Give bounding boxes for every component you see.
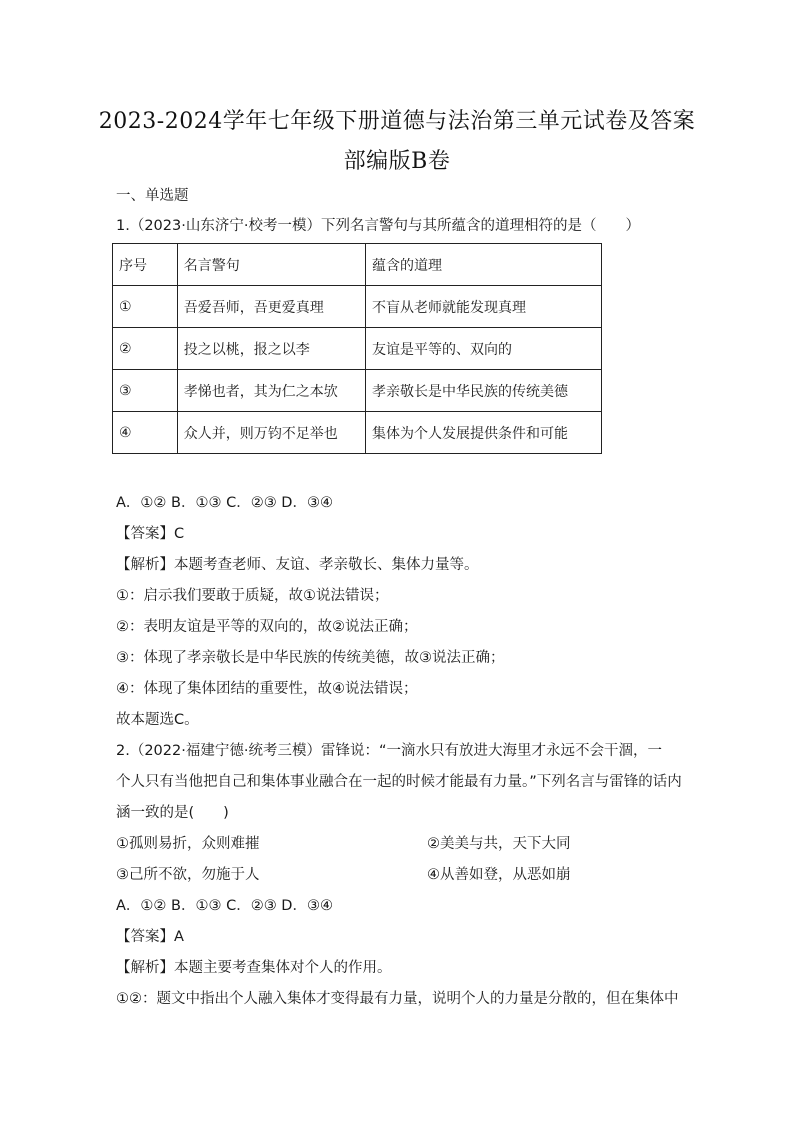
- question-1-conclusion: 故本题选C。: [116, 712, 199, 728]
- document-title: 2023-2024学年七年级下册道德与法治第三单元试卷及答案: [98, 109, 696, 134]
- table-header-row: [113, 244, 602, 286]
- question-2-stem-line-1: 2.（2022·福建宁德·统考三模）雷锋说：“一滴水只有放进大海里才永远不会干涸，一: [116, 743, 662, 759]
- question-1-stem: 1.（2023·山东济宁·校考一模）下列名言警句与其所蕴含的道理相符的是（ ）: [116, 218, 640, 234]
- table-cell: 集体为个人发展提供条件和可能: [365, 412, 601, 454]
- question-1-point-2: ②：表明友谊是平等的双向的，故②说法正确；: [116, 619, 418, 635]
- question-1-table: [112, 243, 602, 454]
- question-1-point-3: ③：体现了孝亲敬长是中华民族的传统美德，故③说法正确；: [116, 650, 505, 666]
- question-1-point-4: ④：体现了集体团结的重要性，故④说法错误；: [116, 681, 418, 697]
- question-1-analysis: 【解析】本题考查老师、友谊、孝亲敬长、集体力量等。: [116, 557, 479, 573]
- question-2-choice-3: ③己所不欲，勿施于人: [116, 867, 260, 883]
- document-subtitle: 部编版B卷: [343, 149, 451, 174]
- table-cell: 孝亲敬长是中华民族的传统美德: [365, 370, 601, 412]
- table-cell: ①: [113, 286, 178, 328]
- table-row: [113, 286, 602, 328]
- question-1-point-1: ①：启示我们要敢于质疑，故①说法错误；: [116, 588, 389, 604]
- question-2-answer: 【答案】A: [116, 929, 184, 945]
- table-cell: 投之以桃，报之以李: [177, 328, 365, 370]
- table-cell: ③: [113, 370, 178, 412]
- section-heading: 一、单选题: [116, 188, 189, 204]
- table-cell: 友谊是平等的、双向的: [365, 328, 601, 370]
- question-1-answer: 【答案】C: [116, 526, 185, 542]
- question-2-choice-2: ②美美与共，天下大同: [427, 836, 571, 852]
- table-header-cell: 序号: [113, 244, 178, 286]
- table-cell: 不盲从老师就能发现真理: [365, 286, 601, 328]
- table-cell: ④: [113, 412, 178, 454]
- question-2-choice-4: ④从善如登，从恶如崩: [427, 867, 571, 883]
- table-cell: 吾爱吾师，吾更爱真理: [177, 286, 365, 328]
- table-header-cell: 名言警句: [177, 244, 365, 286]
- question-2-point-1: ①②：题文中指出个人融入集体才变得最有力量，说明个人的力量是分散的，但在集体中: [116, 991, 679, 1007]
- table-row: [113, 412, 602, 454]
- question-2-stem-line-3: 涵一致的是( ): [116, 805, 229, 821]
- question-2-options: A．①② B．①③ C．②③ D．③④: [116, 898, 333, 914]
- table-row: [113, 328, 602, 370]
- table-cell: 孝悌也者，其为仁之本欤: [177, 370, 365, 412]
- table-cell: 众人并，则万钧不足举也: [177, 412, 365, 454]
- question-2-choice-1: ①孤则易折，众则难摧: [116, 836, 260, 852]
- table-header-cell: 蕴含的道理: [365, 244, 601, 286]
- question-2-analysis: 【解析】本题主要考查集体对个人的作用。: [116, 960, 392, 976]
- table-row: [113, 370, 602, 412]
- table-cell: ②: [113, 328, 178, 370]
- question-1-options: A．①② B．①③ C．②③ D．③④: [116, 495, 333, 511]
- question-2-stem-line-2: 个人只有当他把自己和集体事业融合在一起的时候才能最有力量。”下列名言与雷锋的话内: [116, 774, 682, 790]
